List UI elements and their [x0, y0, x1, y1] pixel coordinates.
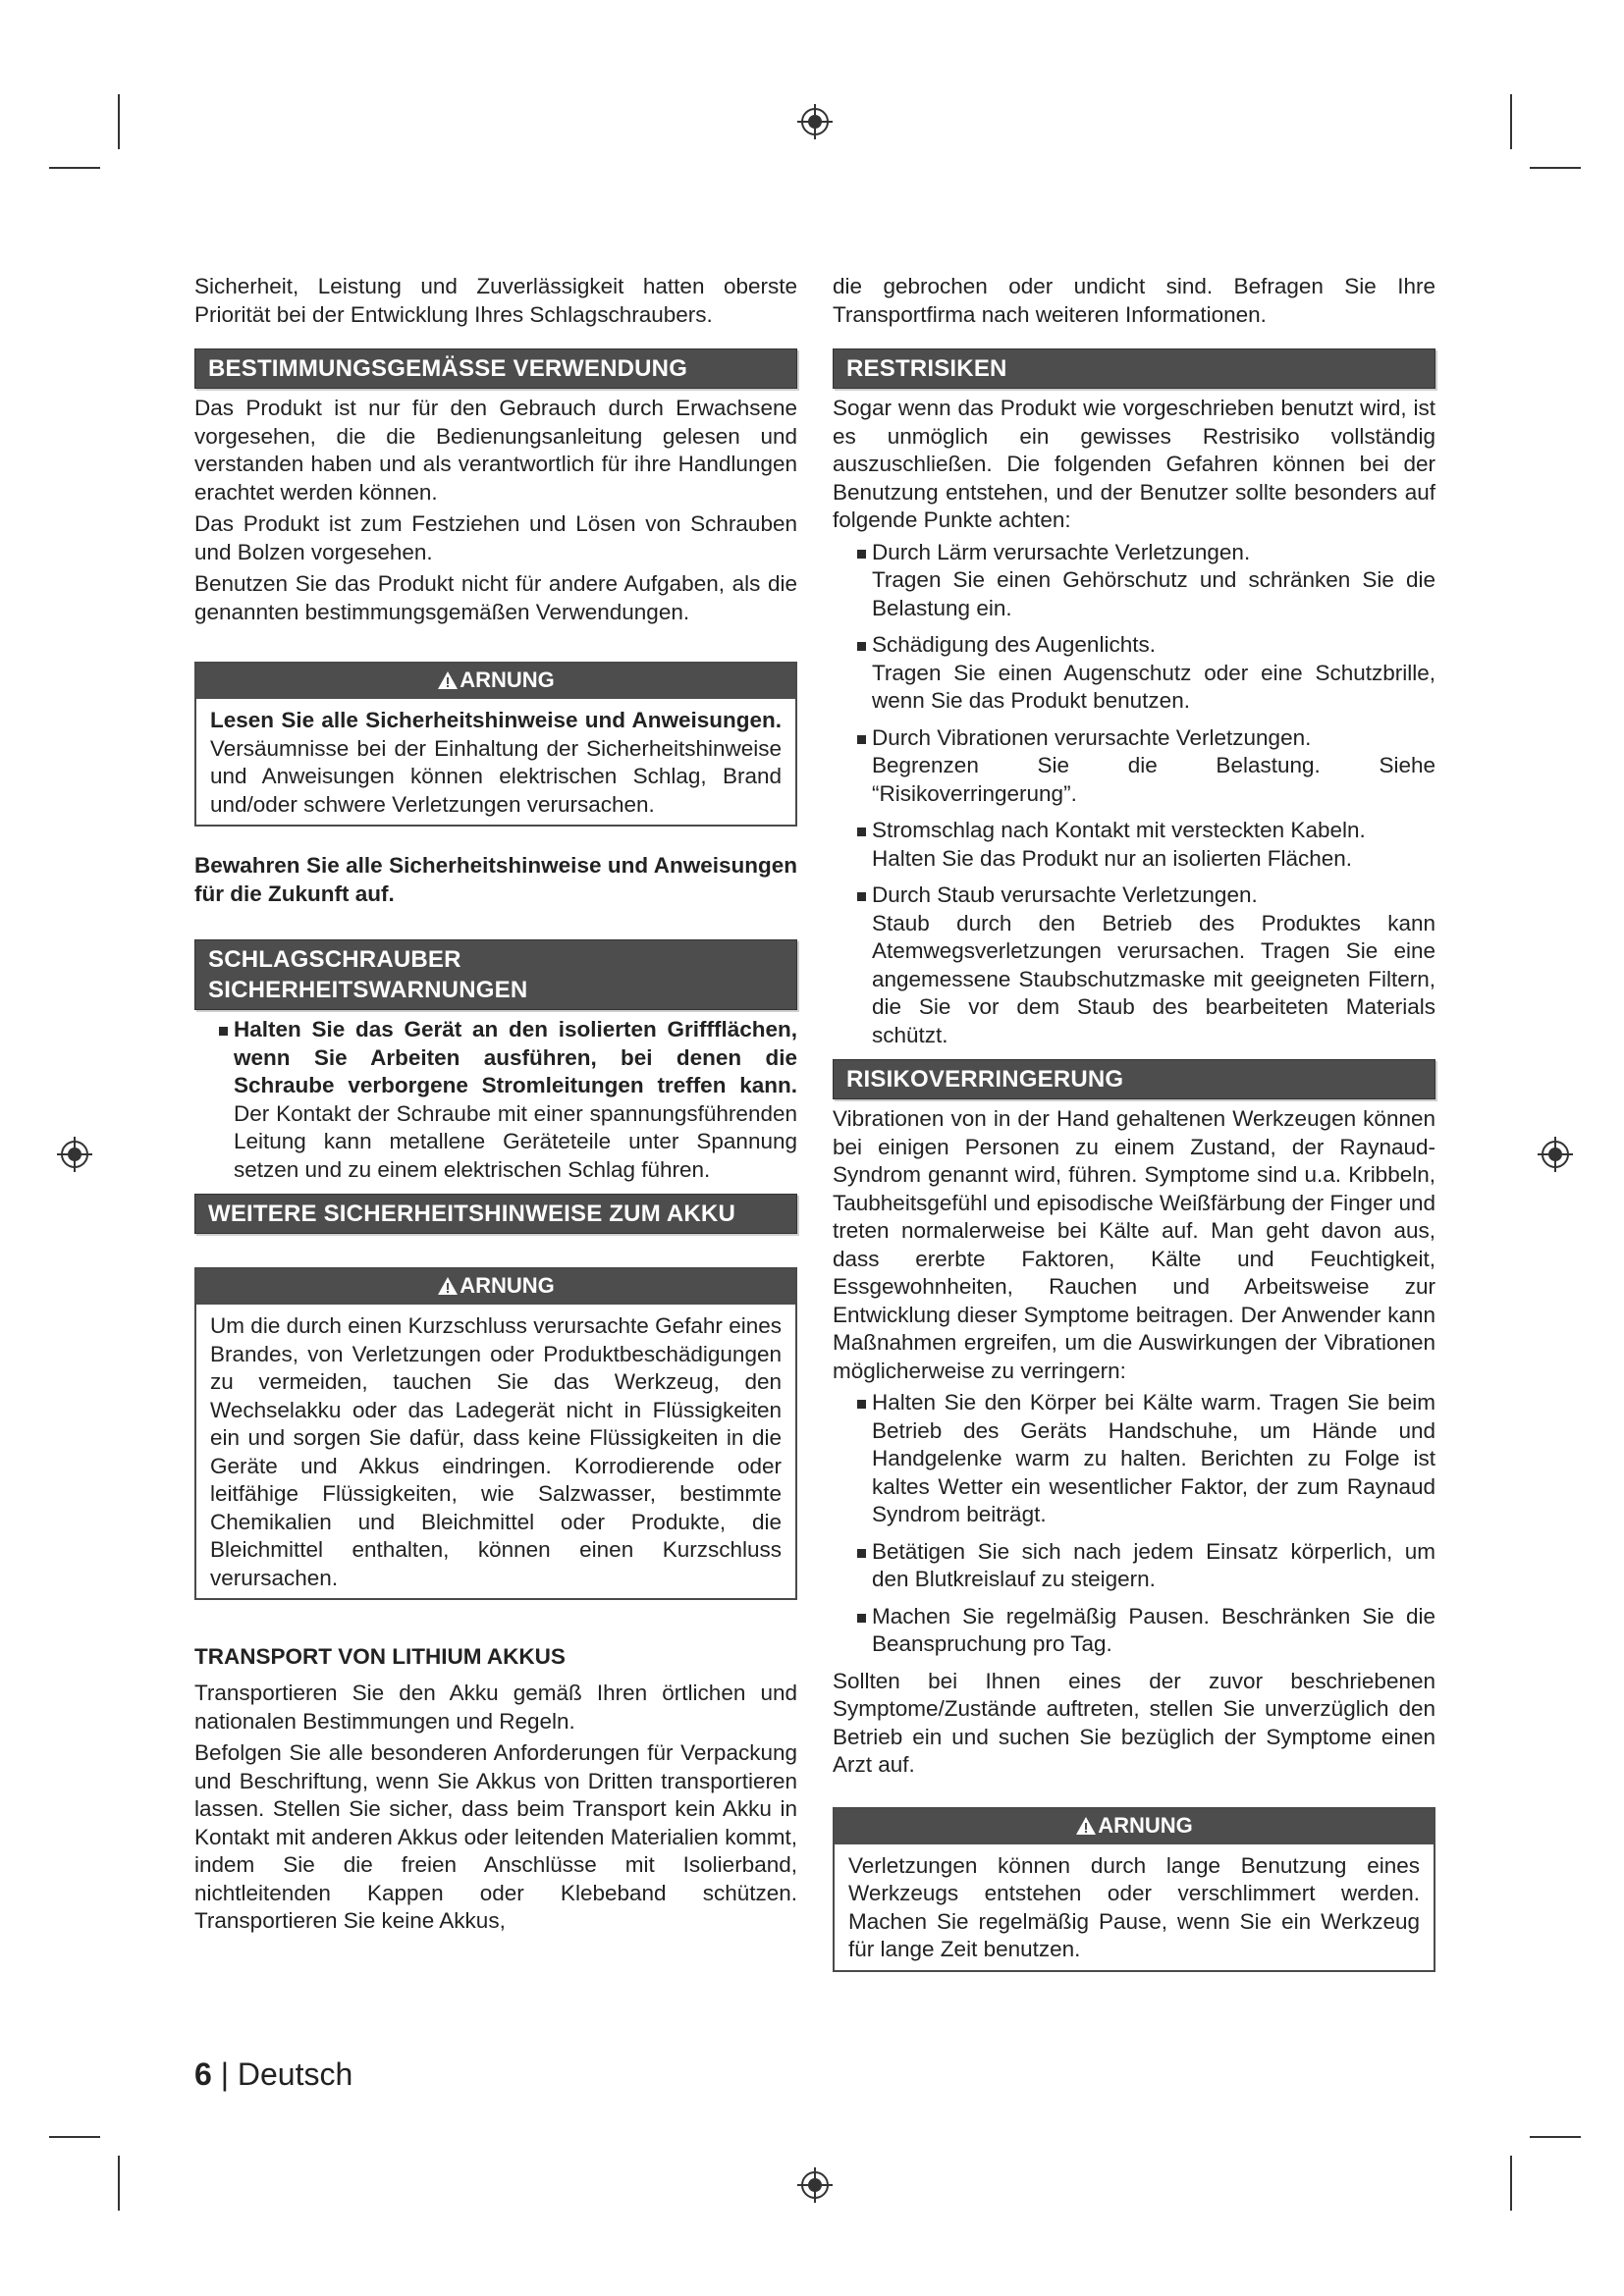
- list-item: Durch Vibrationen verursachte Verletzungen. Begrenzen Sie die Belastung. Siehe “Risikoverringerung”.: [833, 724, 1435, 809]
- registration-mark-icon: [1536, 1135, 1575, 1174]
- list-item: Durch Lärm verursachte Verletzungen. Tragen Sie einen Gehörschutz und schränken Sie die Belastung ein.: [833, 539, 1435, 623]
- heading-line: SICHERHEITSWARNUNGEN: [208, 977, 528, 1003]
- list-item: Halten Sie den Körper bei Kälte warm. Tragen Sie beim Betrieb des Geräts Handschuhe, um Hände und Handgelenke warm zu halten. Berichten zu Folge ist kaltes Wetter ein wesentlicher Faktor, der zum Raynaud Syndrom beiträgt.: [833, 1389, 1435, 1529]
- section-heading-bestimmung: BESTIMMUNGSGEMÄSSE VERWENDUNG: [194, 348, 797, 389]
- warning-triangle-icon: [437, 1276, 459, 1296]
- section-heading-akku: WEITERE SICHERHEITSHINWEISE ZUM AKKU: [194, 1194, 797, 1234]
- transport-paragraph-1: Transportieren Sie den Akku gemäß Ihren örtlichen und nationalen Bestimmungen und Regeln.: [194, 1681, 797, 1734]
- list-item: Stromschlag nach Kontakt mit versteckten Kabeln. Halten Sie das Produkt nur an isolierten Flächen.: [833, 817, 1435, 873]
- crop-mark: [49, 2136, 100, 2138]
- warning-header: [196, 1269, 795, 1305]
- section-heading-risikoverringerung: RISIKOVERRINGERUNG: [833, 1059, 1435, 1099]
- crop-mark: [118, 94, 120, 149]
- warning-lead: Lesen Sie alle Sicherheitshinweise und Anweisungen.: [210, 708, 782, 732]
- schlag-list: [194, 1016, 797, 1184]
- warning-label: ARNUNG: [460, 667, 555, 692]
- list-item: [194, 1016, 797, 1184]
- transport-paragraph-2: Befolgen Sie alle besonderen Anforderungen für Verpackung und Beschriftung, wenn Sie Akkus von Dritten transportieren lassen. Stellen Sie sicher, dass beim Transport kein Akku in Kontakt mit anderen Akkus oder leitenden Materialien kommt, indem Sie die freien Anschlüsse mit Isolierband, nichtleitenden Kappen oder Klebeband schützen. Transportieren Sie keine Akkus,: [194, 1740, 797, 1933]
- bestimmung-paragraph-2: Das Produkt ist zum Festziehen und Lösen von Schrauben und Bolzen vorgesehen.: [194, 511, 797, 564]
- item-rest: Der Kontakt der Schraube mit einer spannungsführenden Leitung kann metallene Geräteteile unter Spannung setzen und zu einem elektrischen Schlag führen.: [234, 1100, 797, 1182]
- list-item: Schädigung des Augenlichts. Tragen Sie einen Augenschutz oder eine Schutzbrille, wenn Sie das Produkt benutzen.: [833, 631, 1435, 716]
- bestimmung-paragraph-3: Benutzen Sie das Produkt nicht für andere Aufgaben, als die genannten bestimmungsgemäßen Verwendungen.: [194, 571, 797, 624]
- warning-header: [196, 664, 795, 699]
- warning-body: [196, 699, 795, 825]
- risiko-intro: Vibrationen von in der Hand gehaltenen Werkzeugen können bei einigen Personen zu einem Zustand, der Raynaud-Syndrom genannt wird, führen. Symptome sind u.a. Kribbeln, Taubheitsgefühl und episodische Weißfärbung der Finger und treten normalerweise bei Kälte auf. Man geht davon aus, dass ererbte Faktoren, Kälte und Feuchtigkeit, Essgewohnheiten, Rauchen und Arbeitsweise zur Entwicklung dieser Symptome beitragen. Der Anwender kann Maßnahmen ergreifen, um die Auswirkungen der Vibrationen möglicherweise zu verringern:: [833, 1106, 1435, 1383]
- section-heading-schlagschrauber: [194, 939, 797, 1010]
- continued-paragraph: die gebrochen oder undicht sind. Befragen Sie Ihre Transportfirma nach weiteren Informationen.: [833, 274, 1435, 327]
- left-column: [194, 273, 797, 1940]
- warning-header: [835, 1809, 1434, 1844]
- restrisiken-intro: Sogar wenn das Produkt wie vorgeschrieben benutzt wird, ist es unmöglich ein gewisses Restrisiko vollständig auszuschließen. Die folgenden Gefahren können bei der Benutzung entstehen, und der Benutzer sollte besonders auf folgende Punkte achten:: [833, 396, 1435, 532]
- warning-text: Um die durch einen Kurzschluss verursachte Gefahr eines Brandes, von Verletzungen oder Produktbeschädigungen zu vermeiden, tauchen Sie das Werkzeug, den Wechselakku oder das Ladegerät nicht in Flüssigkeiten ein und sorgen Sie dafür, dass keine Flüssigkeiten in die Geräte und Akkus eindringen. Korrodierende oder leitfähige Flüssigkeiten, wie Salzwasser, bestimmte Chemikalien und Bleichmittel oder Produkte, die Bleichmittel enthalten, können einen Kurzschluss verursachen.: [210, 1313, 782, 1590]
- warning-body: [835, 1844, 1434, 1970]
- crop-mark: [118, 2156, 120, 2211]
- registration-mark-icon: [795, 2165, 835, 2205]
- keep-instructions: Bewahren Sie alle Sicherheitshinweise und Anweisungen für die Zukunft auf.: [194, 853, 797, 906]
- heading-line: SCHLAGSCHRAUBER: [208, 946, 461, 973]
- footer-language: Deutsch: [237, 2056, 353, 2092]
- warning-box-3: [833, 1807, 1435, 1972]
- warning-box-2: [194, 1267, 797, 1600]
- warning-text: Verletzungen können durch lange Benutzung eines Werkzeugs entstehen oder verschlimmert werden. Machen Sie regelmäßig Pause, wenn Sie ein Werkzeug für lange Zeit benutzen.: [848, 1852, 1420, 1961]
- warning-triangle-icon: [1075, 1816, 1097, 1836]
- footer-separator: |: [211, 2056, 238, 2092]
- list-item: Machen Sie regelmäßig Pausen. Beschränken Sie die Beanspruchung pro Tag.: [833, 1603, 1435, 1659]
- crop-mark: [1510, 94, 1512, 149]
- warning-body: [196, 1305, 795, 1598]
- risiko-outro: Sollten bei Ihnen eines der zuvor beschriebenen Symptome/Zustände auftreten, stellen Sie unverzüglich den Betrieb ein und suchen Sie bezüglich der Symptome einen Arzt auf.: [833, 1668, 1435, 1777]
- risiko-list: [833, 1389, 1435, 1659]
- page-number: 6: [194, 2056, 212, 2092]
- crop-mark: [1510, 2156, 1512, 2211]
- warning-text: [210, 707, 782, 819]
- crop-mark: [1530, 2136, 1581, 2138]
- warning-label: ARNUNG: [460, 1273, 555, 1298]
- restrisiken-list: [833, 539, 1435, 1050]
- registration-mark-icon: [55, 1135, 94, 1174]
- section-heading-restrisiken: RESTRISIKEN: [833, 348, 1435, 389]
- list-item: Betätigen Sie sich nach jedem Einsatz körperlich, um den Blutkreislauf zu steigern.: [833, 1538, 1435, 1594]
- warning-box-1: [194, 662, 797, 827]
- warning-triangle-icon: [437, 670, 459, 690]
- intro-paragraph: Sicherheit, Leistung und Zuverlässigkeit hatten oberste Priorität bei der Entwicklung Ihres Schlagschraubers.: [194, 274, 797, 327]
- crop-mark: [49, 167, 100, 169]
- bestimmung-paragraph-1: Das Produkt ist nur für den Gebrauch durch Erwachsene vorgesehen, die die Bedienungsanleitung gelesen und verstanden haben und als verantwortlich für ihre Handlungen erachtet werden können.: [194, 396, 797, 505]
- warning-rest: Versäumnisse bei der Einhaltung der Sicherheitshinweise und Anweisungen können elektrischen Schlag, Brand und/oder schwere Verletzungen verursachen.: [210, 735, 782, 817]
- item-bold: Halten Sie das Gerät an den isolierten Griffflächen, wenn Sie Arbeiten ausführen, bei denen die Schraube verborgene Stromleitungen treffen kann.: [234, 1017, 797, 1097]
- right-column: [833, 273, 1435, 1972]
- crop-mark: [1530, 167, 1581, 169]
- registration-mark-icon: [795, 102, 835, 141]
- transport-heading: TRANSPORT VON LITHIUM AKKUS: [194, 1644, 566, 1669]
- warning-label: ARNUNG: [1098, 1812, 1193, 1838]
- page-footer: [194, 2056, 352, 2093]
- list-item: Durch Staub verursachte Verletzungen. Staub durch den Betrieb des Produktes kann Atemwegsverletzungen verursachen. Tragen Sie eine angemessene Staubschutzmaske mit geeigneten Filtern, die Sie vor dem Staub des bearbeiteten Materials schützt.: [833, 881, 1435, 1049]
